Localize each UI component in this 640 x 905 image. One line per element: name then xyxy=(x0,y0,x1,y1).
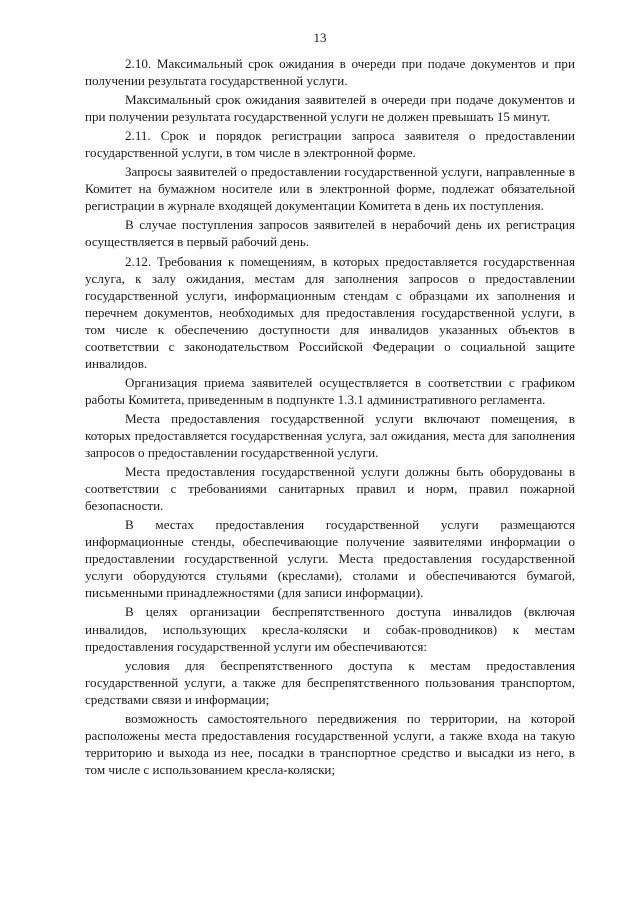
page-number: 13 xyxy=(313,30,327,45)
paragraph-reception-schedule: Организация приема заявителей осуществляется в соответствии с графиком работы Комитета, приведенным в подпункте 1.3.1 административного регламента. xyxy=(85,374,575,407)
paragraph-independent-movement: возможность самостоятельного передвижения по территории, на которой расположены места предоставления государственной услуги, а также входа на такую территорию и выхода из нее, посадки в транспортное средство и высадки из него, в том числе с использованием кресла-коляски; xyxy=(85,710,575,777)
paragraph-max-wait-time: Максимальный срок ожидания заявителей в очереди при подаче документов и при получении результата государственной услуги не должен превышать 15 минут. xyxy=(85,92,575,125)
paragraph-information-stands: В местах предоставления государственной услуги размещаются информационные стенды, обеспечивающие получение заявителями информации о предоставлении государственной услуги. Места предоставления государственной услуги оборудуются стульями (креслами), столами и обеспечиваются бумагой, письменными принадлежностями (для записи информации). xyxy=(85,517,575,601)
paragraph-2-12-heading: 2.12. Требования к помещениям, в которых предоставляется государственная услуга, к залу ожидания, местам для заполнения запросов о предоставлении государственной услуги, информационным стендам с образцами их заполнения и перечнем документов, необходимых для предоставления государственной услуги, в том числе к обеспечению доступности для инвалидов указанных объектов в соответствии с законодательством Российской Федерации о социальной защите инвалидов. xyxy=(85,253,575,371)
paragraph-2-10-heading: 2.10. Максимальный срок ожидания в очереди при подаче документов и при получении результата государственной услуги. xyxy=(85,56,575,89)
paragraph-access-conditions: условия для беспрепятственного доступа к местам предоставления государственной услуги, а также для беспрепятственного пользования транспортом, средствами связи и информации; xyxy=(85,657,575,707)
paragraph-nonworking-day: В случае поступления запросов заявителей в нерабочий день их регистрация осуществляется в первый рабочий день. xyxy=(85,217,575,250)
paragraph-disabled-access: В целях организации беспрепятственного доступа инвалидов (включая инвалидов, использующих кресла-коляски и собак-проводников) к местам предоставления государственной услуги им обеспечиваются: xyxy=(85,604,575,654)
paragraph-sanitary-requirements: Места предоставления государственной услуги должны быть оборудованы в соответствии с требованиями санитарных правил и норм, правил пожарной безопасности. xyxy=(85,464,575,514)
document-body xyxy=(85,55,575,780)
paragraph-2-11-heading: 2.11. Срок и порядок регистрации запроса заявителя о предоставлении государственной услуги, в том числе в электронной форме. xyxy=(85,128,575,161)
paragraph-service-premises: Места предоставления государственной услуги включают помещения, в которых предоставляется государственная услуга, зал ожидания, места для заполнения запросов о предоставлении государственной услуги. xyxy=(85,410,575,461)
paragraph-request-registration: Запросы заявителей о предоставлении государственной услуги, направленные в Комитет на бумажном носителе или в электронной форме, подлежат обязательной регистрации в журнале входящей документации Комитета в день их поступления. xyxy=(85,164,575,214)
